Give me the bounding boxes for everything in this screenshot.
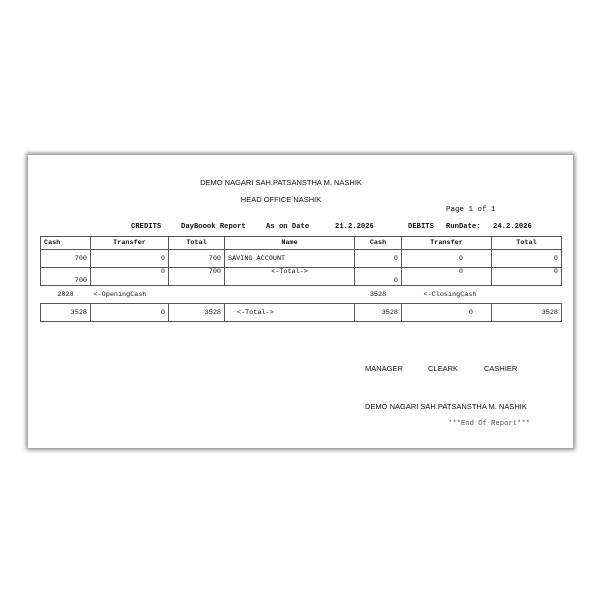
cell: 0: [355, 250, 402, 268]
run-date: 24.2.2026: [493, 223, 532, 231]
grand-total-row: [41, 304, 562, 322]
daybook-table: [40, 236, 562, 322]
closing-cash-label: <-ClosingCash: [423, 290, 477, 299]
debits-label: DEBITS: [408, 223, 434, 231]
opening-cash-value: 2828: [57, 290, 74, 299]
cell: 700: [169, 250, 225, 268]
table-header-row: [41, 237, 562, 250]
signature-cleark: CLEARK: [428, 364, 459, 373]
cell: <-Total->: [225, 268, 355, 286]
cell: 700: [41, 250, 91, 268]
as-on-date: 21.2.2026: [335, 223, 374, 231]
cell: SAVING ACCOUNT: [225, 250, 355, 268]
credits-label: CREDITS: [131, 223, 162, 231]
office-name: HEAD OFFICE NASHIK: [240, 195, 322, 204]
header-debit-transfer: Transfer: [402, 237, 492, 250]
cell: 0: [355, 268, 402, 286]
signature-cashier: CASHIER: [484, 364, 518, 373]
signature-manager: MANAGER: [365, 364, 403, 373]
header-credit-cash: Cash: [41, 237, 91, 250]
header-name: Name: [225, 237, 355, 250]
header-debit-cash: Cash: [355, 237, 402, 250]
cell: 0: [402, 268, 492, 286]
cell: 3528: [492, 304, 562, 322]
org-name: DEMO NAGARI SAH.PATSANSTHA M. NASHIK: [200, 178, 362, 187]
header-debit-total: Total: [492, 237, 562, 250]
cell: 700: [169, 268, 225, 286]
table-row: [41, 268, 562, 286]
header-credit-total: Total: [169, 237, 225, 250]
cell: 0: [402, 250, 492, 268]
cell: 3528: [41, 304, 91, 322]
report-sheet: [28, 155, 573, 448]
report-title: DayBoook Report: [181, 223, 246, 231]
cell: 3528: [355, 304, 402, 322]
cell: 700: [41, 268, 91, 286]
footer-org-name: DEMO NAGARI SAH.PATSANSTHA M. NASHIK: [365, 402, 527, 411]
cell: 0: [492, 268, 562, 286]
cell: 3528: [169, 304, 225, 322]
cell: 0: [492, 250, 562, 268]
run-date-label: RunDate:: [446, 223, 481, 231]
cell: 0: [91, 268, 169, 286]
cell: 0: [91, 250, 169, 268]
page-number: Page 1 of 1: [446, 206, 496, 214]
end-of-report: ***End Of Report***: [448, 420, 530, 428]
header-credit-transfer: Transfer: [91, 237, 169, 250]
cell: 0: [91, 304, 169, 322]
as-on-label: As on Date: [266, 223, 310, 231]
opening-closing-row: [41, 286, 562, 304]
cell: <-Total->: [225, 304, 355, 322]
closing-cash-value: 3528: [369, 290, 387, 299]
cell: 0: [402, 304, 492, 322]
opening-cash-label: <-OpeningCash: [93, 290, 147, 299]
table-row: [41, 250, 562, 268]
